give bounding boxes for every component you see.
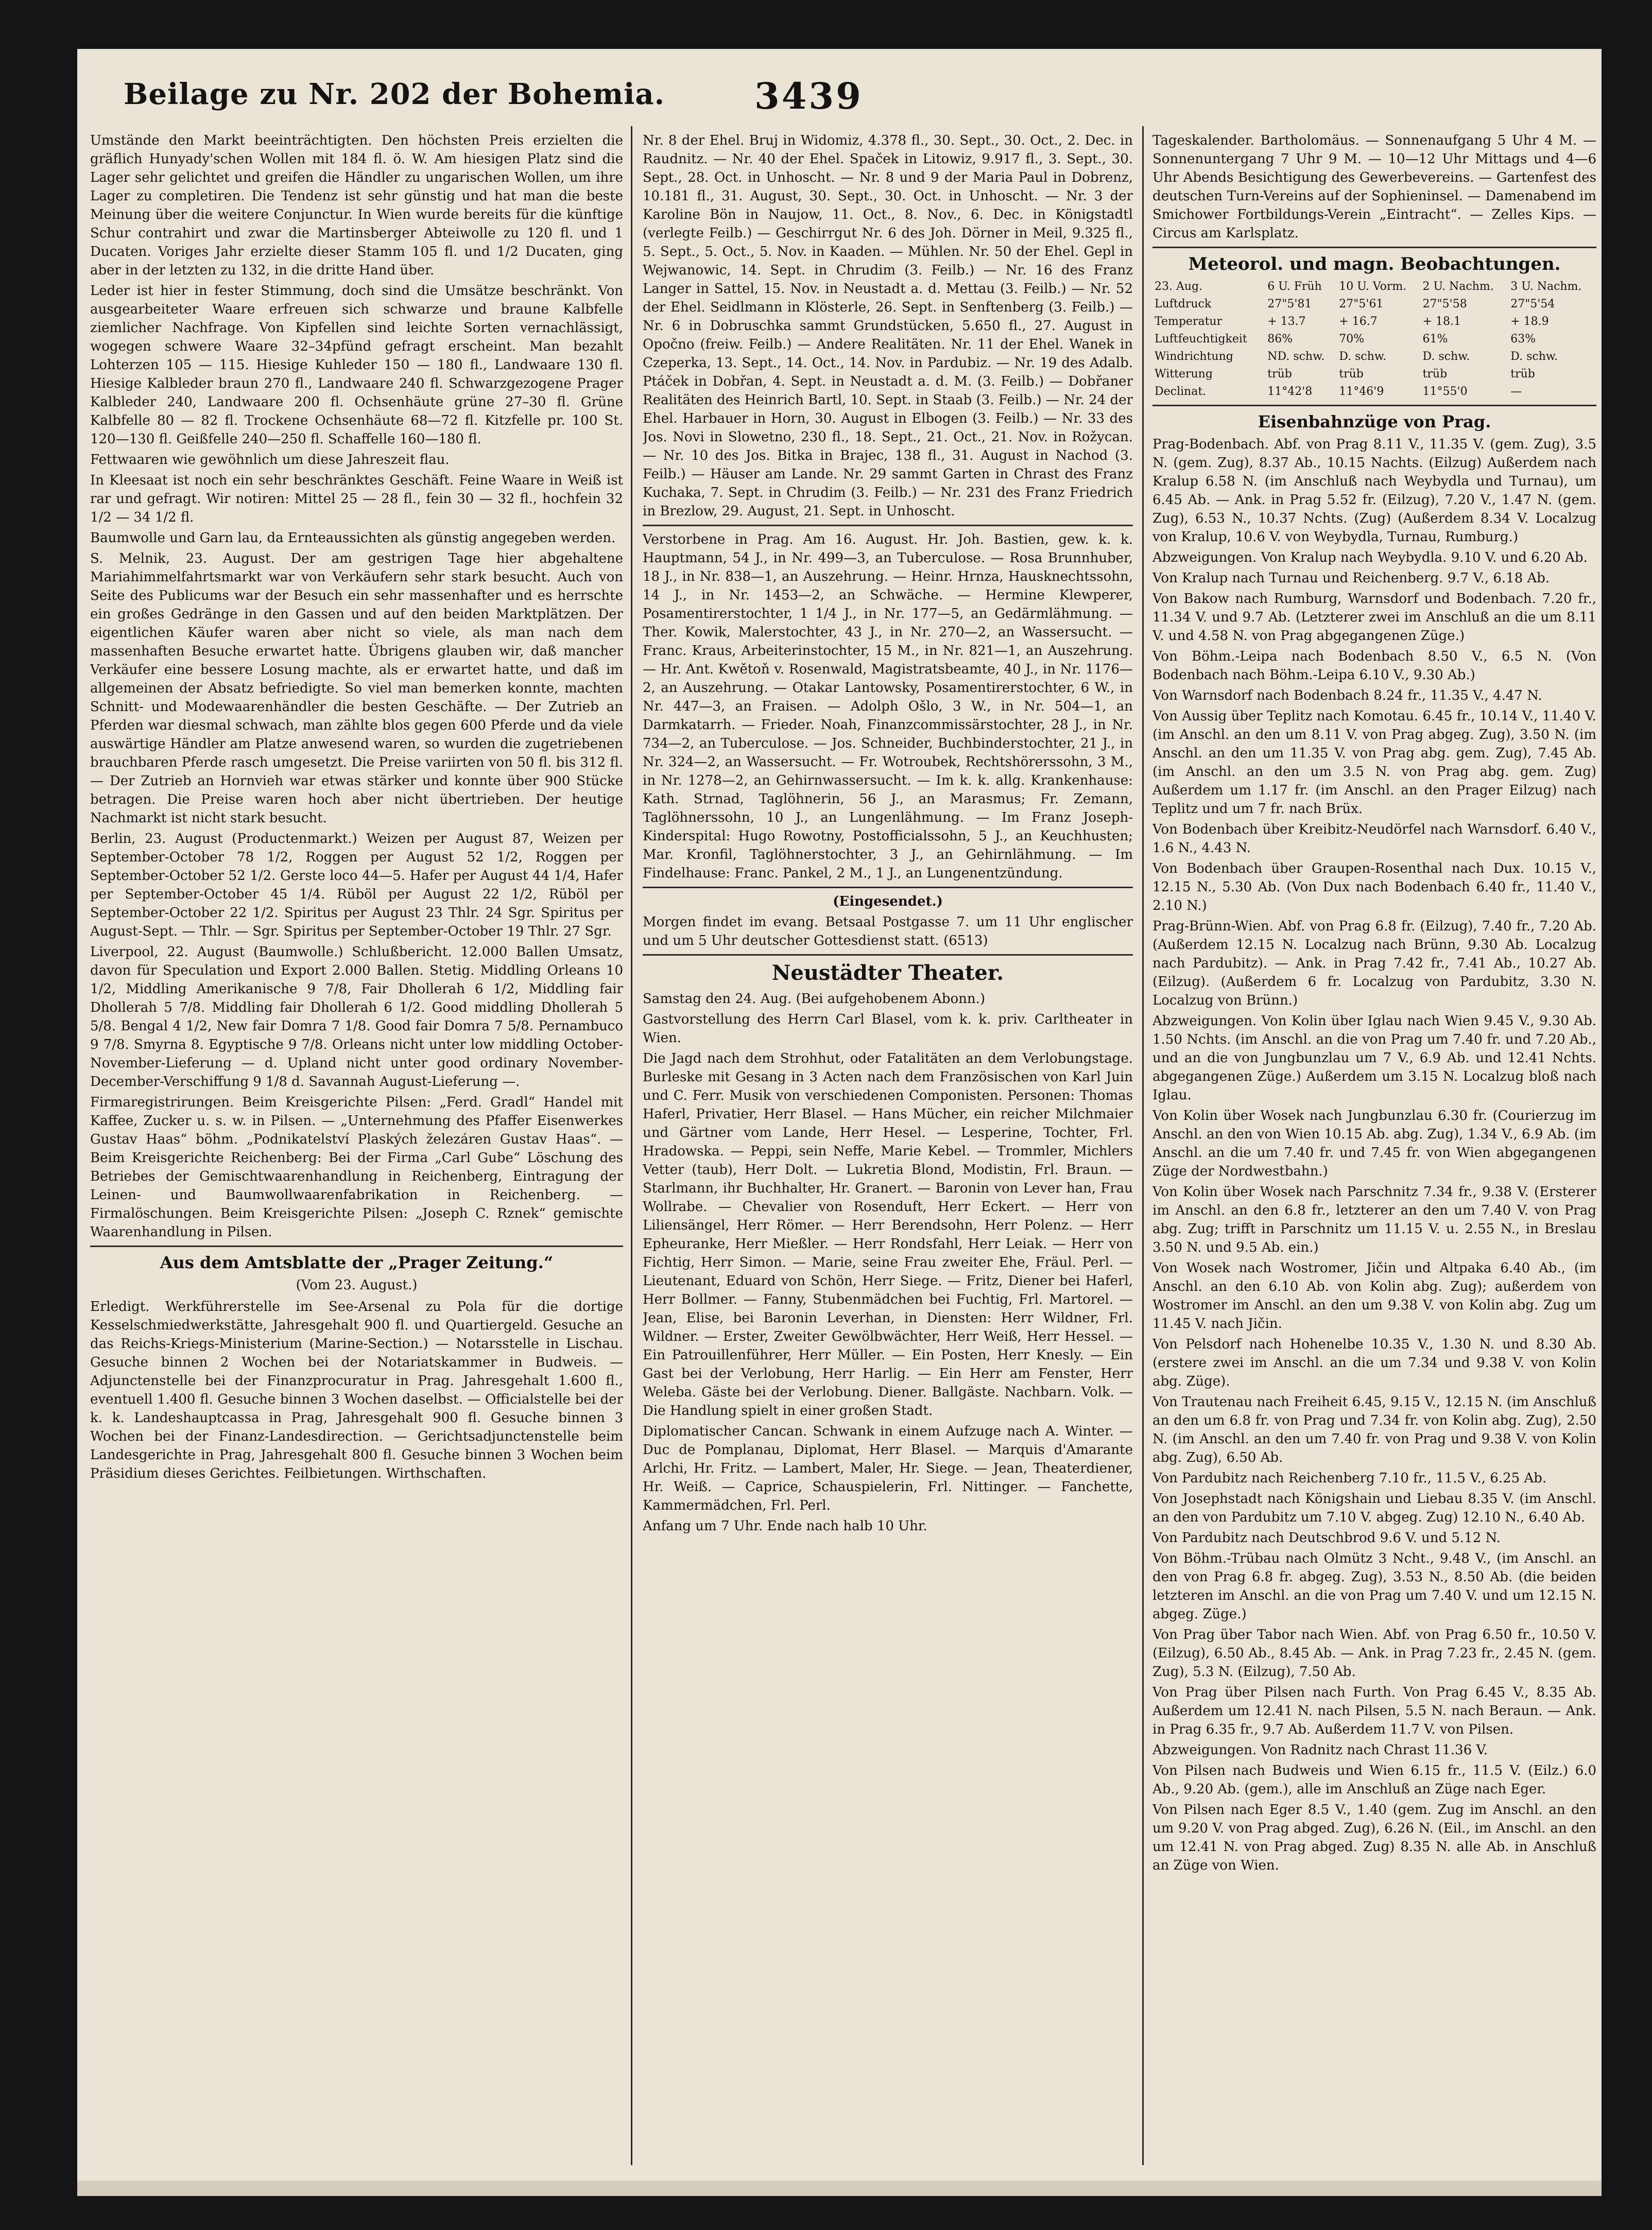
rail-entry: Von Kralup nach Turnau und Reichenberg. 9.7 V., 6.18 Ab. xyxy=(1152,571,1550,586)
page-number: 3439 xyxy=(754,75,863,117)
rail-entry: Von Prag über Pilsen nach Furth. Von Prag 6.45 V., 8.35 Ab. Außerdem um 12.41 N. nach Pilsen, 5.5 N. nach Beraun. — Ank. in Prag 6.35 fr., 9.7 Ab. Außerdem 11.7 V. von Pilsen. xyxy=(1152,1685,1596,1737)
column-1 xyxy=(90,131,623,2170)
berlin-produce-report: Berlin, 23. August (Productenmarkt.) Weizen per August 87, Weizen per September-October 78 1/2, Roggen per August 52 1/2, Roggen per September-October 52 1/2. Gerste loco 44—5. Hafer per August 44 1/4, Hafer per September-October 45 1/4. Rüböl per August 22 1/2, Rüböl per September-October 22 1/2. Spiritus per August 23 Thlr. 24 Sgr. Spiritus per August-Sept. — Thlr. — Sgr. Spiritus per September-October 19 Thlr. 27 Sgr. xyxy=(90,831,623,939)
rail-entry: Von Prag über Tabor nach Wien. Abf. von Prag 6.50 fr., 10.50 V. (Eilzug), 6.50 Ab., 8.45 Ab. — Ank. in Prag 7.23 fr., 2.45 N. (gem. Zug), 5.3 N. (Eilzug), 7.50 Ab. xyxy=(1152,1627,1596,1680)
meteo-label: Windrichtung xyxy=(1155,350,1233,363)
deaths-in-prague: Verstorbene in Prag. Am 16. August. Hr. Joh. Bastien, gew. k. k. Hauptmann, 54 J., in Nr. 499—3, an Tuberculose. — Rosa Brunnhuber, 18 J., in Nr. 838—1, an Auszehrung. — Heinr. Hrnza, Hausknechtssohn, 14 J., in Nr. 1453—2, an Schwäche. — Hermine Klewperer, Posamentirerstochter, 1 1/4 J., in Nr. 177—5, an Gedärmlähmung. — Ther. Kowik, Malerstochter, 43 J., in Nr. 270—2, an Wassersucht. — Franc. Kraus, Arbeiterinstochter, 15 M., in Nr. 821—1, an Auszehrung. — Hr. Ant. Kwětoň v. Rosenwald, Magistratsbeamte, 40 J., in Nr. 1176—2, an Auszehrung. — Otakar Lantowsky, Posamentirerstochter, 6 W., in Nr. 447—3, an Fraisen. — Adolph Ošlo, 3 W., in Nr. 504—1, an Darmkatarrh. — Frieder. Noah, Finanzcommissärstochter, 28 J., in Nr. 734—2, an Tuberculose. — Jos. Schneider, Buchbinderstochter, 21 J., in Nr. 324—2, an Wassersucht. — Fr. Wotroubek, Rechtshörerssohn, 3 M., in Nr. 1278—2, an Gehirnwassersucht. — Im k. k. allg. Krankenhause: Kath. Strnad, Taglöhnerin, 56 J., an Marasmus; Fr. Zemann, Taglöhnerssohn, 10 J., an Lungenlähmung. — Im Franz Joseph-Kinderspital: Hugo Rowotny, Postofficialssohn, 5 J., an Keuchhusten; Mar. Kronfil, Taglöhnerstochter, 3 J., an Gehirnlähmung. — Im Findelhause: Franc. Pankel, 2 M., 1 J., an Lungenentzündung. xyxy=(643,532,1133,881)
rail-entry: Von Pilsen nach Eger 8.5 V., 1.40 (gem. Zug im Anschl. an den um 9.20 V. von Prag abged. Zug), 6.26 N. (Eil., im Anschl. an den um 12.41 N. von Prag abged. Zug) 8.35 N. alle Ab. in Anschluß an Züge von Wien. xyxy=(1152,1802,1596,1873)
meteo-heading: Meteorol. und magn. Beobachtungen. xyxy=(1188,254,1561,274)
liverpool-cotton-report: Liverpool, 22. August (Baumwolle.) Schlußbericht. 12.000 Ballen Umsatz, davon für Speculation und Export 2.000 Ballen. Stetig. Middling Orleans 10 1/2, Middling Amerikanische 9 7/8, Fair Dhollerah 6 1/2, Middling fair Dhollerah 5 7/8. Middling fair Dhollerah 6 1/2. Good middling Dhollerah 5 5/8. Bengal 4 1/2, New fair Domra 7 1/8. Good fair Domra 7 5/8. Pernambuco 9 7/8. Smyrna 8. Egyptische 9 7/8. Orleans nicht unter low middling October-November-Lieferung — d. Upland nicht unter good ordinary November-December-Verschiffung 9 1/8 d. Savannah August-Lieferung —. xyxy=(90,944,623,1090)
meteo-value: 11°46'9 xyxy=(1339,385,1384,398)
column-rule-left xyxy=(631,126,632,2165)
meteo-value: trüb xyxy=(1422,368,1448,381)
rail-entry: Von Böhm.-Leipa nach Bodenbach 8.50 V., 6.5 N. (Von Bodenbach nach Böhm.-Leipa 6.10 V., 9.30 Ab.) xyxy=(1152,649,1596,683)
meteo-col-2pm: 2 U. Nachm. xyxy=(1422,280,1494,293)
column-2 xyxy=(643,131,1133,2170)
rail-entry: Von Wosek nach Wostromer, Jičin und Altpaka 6.40 Ab., (im Anschl. an den 6.10 Ab. von Kolin abg. Zug); außerdem von Wostromer im Anschl. an den um 9.38 V. von Kolin abg. Zug um 11.45 V. nach Jičin. xyxy=(1152,1260,1596,1332)
submitted-notice-text: Morgen findet im evang. Betsaal Postgasse 7. um 11 Uhr englischer und um 5 Uhr deutscher Gottesdienst statt. (6513) xyxy=(643,914,1133,948)
rail-entry: Von Pelsdorf nach Hohenelbe 10.35 V., 1.30 N. und 8.30 Ab. (erstere zwei im Anschl. an die um 7.34 und 9.38 V. von Kolin abg. Züge). xyxy=(1152,1337,1596,1389)
rail-entry: Von Trautenau nach Freiheit 6.45, 9.15 V., 12.15 N. (im Anschluß an den um 6.8 fr. von Prag und 7.34 fr. von Kolin abg. Zug), 2.50 N. (im Anschl. an den um 7.40 fr. von Prag und 9.38 V. von Kolin abg. Zug), 6.50 Ab. xyxy=(1152,1394,1596,1465)
submitted-notice-title: (Eingesendet.) xyxy=(833,894,943,909)
official-vacancies: Erledigt. Werkführerstelle im See-Arsenal zu Pola für die dortige Kesselschmiedwerkstätte, Jahresgehalt 900 fl. und Quartiergeld. Gesuche an das Reichs-Kriegs-Ministerium (Marine-Section.) — Notarsstelle in Lischau. Gesuche binnen 2 Wochen bei der Notariatskammer in Budweis. — Adjunctenstelle bei der Finanzprocuratur in Prag. Jahresgehalt 1.600 fl., eventuell 1.400 fl. Gesuche binnen 3 Wochen daselbst. — Officialstelle bei der k. k. Landeshauptcassa in Prag, Jahresgehalt 900 fl. Gesuche binnen 3 Wochen bei der Finanz-Landesdirection. — Gerichtsadjunctenstelle beim Landesgerichte in Prag, Jahresgehalt 800 fl. Gesuche binnen 3 Wochen beim Präsidium dieses Gerichtes. Feilbietungen. Wirthschaften. xyxy=(90,1299,623,1481)
wool-market-report: Umstände den Markt beeinträchtigten. Den höchsten Preis erzielten die gräflich Hunyady'schen Wollen mit 184 fl. ö. W. Am hiesigen Platz sind die Lager sehr gelichtet und greifen die Händler zu ungarischen Wollen, um ihre Lager zu completiren. Die Tendenz ist sehr günstig und hat man die beste Meinung über die weitere Conjunctur. In Wien wurde bereits für die künftige Schur contrahirt und zwar die Martinsberger Abteiwolle zu 120 fl. und 1 Ducaten. Voriges Jahr erzielte dieser Stamm 105 fl. und 1/2 Ducaten, ging aber in der letzten zu 132, in die dritte Hand über. xyxy=(90,133,623,278)
melnik-market-report: S. Melnik, 23. August. Der am gestrigen Tage hier abgehaltene Mariahimmelfahrtsmarkt war von Verkäufern sehr stark besucht. Auch von Seite des Publicums war der Besuch ein sehr massenhafter und es herrschte ein großes Gedränge in den Gassen und auf den beiden Marktplätzen. Der eigentlichen Käufer waren aber nicht so viele, als man nach dem massenhaften Besuche erwartet hatte. Übrigens glauben wir, daß mancher Verkäufer eine bessere Losung machte, als er erwartet hatte, und daß im allgemeinen der Absatz befriedigte. So viel man bemerken konnte, machten Schnitt- und Modewaarenhändler die besten Geschäfte. — Der Zutrieb an Pferden war diesmal schwach, man zählte blos gegen 600 Pferde und da viele auswärtige Händler am Platze anwesend waren, so wurden die zugetriebenen brauchbaren Pferde rasch umgesetzt. Die Preise variirten von 50 fl. bis 312 fl. — Der Zutrieb an Hornvieh war etwas stärker und konnte über 900 Stücke betragen. Die Preise waren hoch aber nicht übertrieben. Der heutige Nachmarkt ist nicht stark besucht. xyxy=(90,551,623,826)
meteo-label: Witterung xyxy=(1155,368,1213,381)
section-divider xyxy=(643,954,1133,956)
meteo-value: 63% xyxy=(1510,333,1536,345)
meteo-value: — xyxy=(1510,385,1522,398)
rail-entry: Von Bodenbach über Kreibitz-Neudörfel nach Warnsdorf. 6.40 V., 1.6 N., 4.43 N. xyxy=(1152,822,1596,856)
rail-entry: Von Böhm.-Trübau nach Olmütz 3 Ncht., 9.48 V., (im Anschl. an den von Prag 6.8 fr. abgeg. Zug), 3.53 N., 8.50 Ab. (die beiden letzteren im Anschl. an die von Prag um 7.40 V. und um 12.15 N. abgeg. Züge.) xyxy=(1152,1551,1596,1622)
theater-guest: Gastvorstellung des Herrn Carl Blasel, vom k. k. priv. Carltheater in Wien. xyxy=(643,1012,1133,1046)
meteo-value: 86% xyxy=(1267,333,1293,345)
meteo-value: trüb xyxy=(1339,368,1364,381)
meteo-col-6am: 6 U. Früh xyxy=(1267,280,1322,293)
meteo-label: Temperatur xyxy=(1155,315,1223,328)
meteo-row xyxy=(1152,331,1596,348)
rail-entry: Von Aussig über Teplitz nach Komotau. 6.45 fr., 10.14 V., 11.40 V. (im Anschl. an den um 8.11 V. von Prag abgeg. Zug), 3.50 N. (im Anschl. an den um 11.35 V. von Prag abg. gem. Zug), 7.45 Ab. (im Anschl. an den um 3.5 N. von Prag abg. gem. Zug) Außerdem um 1.17 fr. (im Anschl. an den Prager Eilzug) nach Teplitz und um 7 fr. nach Brüx. xyxy=(1152,708,1596,817)
meteo-value: trüb xyxy=(1510,368,1535,381)
meteo-header-row xyxy=(1152,278,1596,296)
theater-heading: Neustädter Theater. xyxy=(771,961,1004,985)
rail-entry: Prag-Brünn-Wien. Abf. von Prag 6.8 fr. (Eilzug), 7.40 fr., 7.20 Ab. (Außerdem 12.15 N. Localzug nach Brünn, 9.30 Ab. Localzug nach Pardubitz). — Ank. in Prag 7.42 fr., 7.41 Ab., 10.27 Ab. (Eilzug). (Außerdem 6 fr. Localzug von Pardubitz, 3.30 N. Localzug von Brünn.) xyxy=(1152,919,1596,1008)
cotton-yarn-report: Baumwolle und Garn lau, da Ernteaussichten als günstig angegeben werden. xyxy=(90,530,616,546)
supplement-title: Beilage zu Nr. 202 der Bohemia. xyxy=(124,77,665,111)
meteo-row xyxy=(1152,366,1596,383)
section-divider xyxy=(90,1246,623,1247)
amtsblatt-date: (Vom 23. August.) xyxy=(296,1277,418,1293)
meteo-value: + 18.9 xyxy=(1510,315,1549,328)
rail-entry: Von Bakow nach Rumburg, Warnsdorf und Bodenbach. 7.20 fr., 11.34 V. und 9.7 Ab. (Letzterer zwei im Anschluß an die um 8.11 V. und 4.58 N. von Prag abgegangenen Züge.) xyxy=(1152,591,1596,644)
meteo-row xyxy=(1152,296,1596,313)
meteo-row xyxy=(1152,383,1596,401)
meteo-value: 27"5'81 xyxy=(1267,298,1312,310)
meteo-value: 27"5'61 xyxy=(1339,298,1384,310)
amtsblatt-heading: Aus dem Amtsblatte der „Prager Zeitung.“ xyxy=(160,1253,554,1272)
rail-entry: Abzweigungen. Von Kolin über Iglau nach Wien 9.45 V., 9.30 Ab. 1.50 Nchts. (im Anschl. an die von Prag um 7.40 fr. und 7.20 Ab., und an die von Jungbunzlau um 7 V., 6.9 Ab. und 12.41 Nchts. abgegangenen Züge.) Außerdem um 3.15 N. Localzug bloß nach Iglau. xyxy=(1152,1013,1596,1103)
meteo-value: D. schw. xyxy=(1422,350,1470,363)
meteo-label: Declinat. xyxy=(1155,385,1207,398)
meteo-col-3pm: 3 U. Nachm. xyxy=(1510,280,1582,293)
section-divider xyxy=(643,887,1133,888)
meteo-table xyxy=(1152,278,1596,401)
section-divider xyxy=(1152,405,1596,406)
meteo-label: Luftfeuchtigkeit xyxy=(1155,333,1247,345)
rail-entry: Von Warnsdorf nach Bodenbach 8.24 fr., 11.35 V., 4.47 N. xyxy=(1152,688,1542,703)
page-bottom-band xyxy=(77,2181,1602,2196)
page-header xyxy=(77,67,1602,129)
auction-listings: Nr. 8 der Ehel. Bruj in Widomiz, 4.378 fl., 30. Sept., 30. Oct., 2. Dec. in Raudnitz. — Nr. 40 der Ehel. Spaček in Litowiz, 9.917 fl., 3. Sept., 30. Sept., 28. Oct. in Unhoscht. — Nr. 8 und 9 der Maria Paul in Dobrenz, 10.181 fl., 31. August, 30. Sept., 30. Oct. in Unhoscht. — Nr. 3 der Karoline Bön in Naujow, 11. Oct., 8. Nov., 6. Dec. in Königstadtl (verlegte Feilb.) — Geschirrgut Nr. 6 des Joh. Dörner in Meil, 9.325 fl., 5. Sept., 5. Oct., 5. Nov. in Kaaden. — Mühlen. Nr. 50 der Ehel. Gepl in Wejwanowic, 14. Sept. in Chrudim (3. Feilb.) — Nr. 16 des Franz Langer in Sattel, 15. Nov. in Neustadt a. d. Mettau (3. Feilb.) — Nr. 52 der Ehel. Seidlmann in Klösterle, 26. Sept. in Senftenberg (3. Feilb.) — Nr. 6 in Dobruschka sammt Grundstücken, 5.650 fl., 27. August in Opočno (freiw. Feilb.) — Andere Realitäten. Nr. 11 der Ehel. Wanek in Czeperka, 13. Sept., 14. Oct., 14. Nov. in Pardubiz. — Nr. 19 des Adalb. Ptáček in Dobřan, 4. Sept. in Neustadt a. d. M. (3. Feilb.) — Dobřaner Realitäten des Heinrich Bartl, 10. Sept. in Staab (3. Feilb.) — Nr. 24 der Ehel. Harbauer in Horn, 30. August in Elbogen (3. Feilb.) — Nr. 33 des Jos. Novi in Slowetno, 230 fl., 18. Sept., 21. Oct., 21. Nov. in Rožycan. — Nr. 10 des Jos. Bitka in Brajec, 138 fl., 31. August in Nachod (3. Feilb.) — Häuser am Lande. Nr. 29 sammt Garten in Chrast des Franz Kuchaka, 7. Sept. in Chrudim (3. Feilb.) — Nr. 231 des Franz Friedrich in Brezlow, 29. August, 21. Sept. in Unhoscht. xyxy=(643,133,1133,519)
meteo-value: trüb xyxy=(1267,368,1292,381)
rail-entry: Abzweigungen. Von Kralup nach Weybydla. 9.10 V. und 6.20 Ab. xyxy=(1152,550,1588,565)
meteo-value: 27"5'58 xyxy=(1422,298,1467,310)
theater-times: Anfang um 7 Uhr. Ende nach halb 10 Uhr. xyxy=(643,1518,927,1534)
theater-date: Samstag den 24. Aug. (Bei aufgehobenem Abonn.) xyxy=(643,991,986,1007)
clover-seed-report: In Kleesaat ist noch ein sehr beschränktes Geschäft. Feine Waare in Weiß ist rar und gefragt. Wir notiren: Mittel 25 — 28 fl., fein 30 — 32 fl., hochfein 32 1/2 — 34 1/2 fl. xyxy=(90,473,623,525)
meteo-row xyxy=(1152,313,1596,331)
rail-entry: Von Pardubitz nach Deutschbrod 9.6 V. und 5.12 N. xyxy=(1152,1530,1501,1546)
column-3 xyxy=(1152,131,1596,2170)
rail-entry: Von Kolin über Wosek nach Parschnitz 7.34 fr., 9.38 V. (Ersterer im Anschl. an den 6.8 fr., letzterer an den um 7.40 V. von Prag abg. Zug; trifft in Parschnitz um 11.15 V. u. 2.55 N., in Breslau 3.50 N. und 9.5 Ab. ein.) xyxy=(1152,1184,1596,1255)
fat-goods-report: Fettwaaren wie gewöhnlich um diese Jahreszeit flau. xyxy=(90,452,450,468)
company-registrations: Firmaregistrirungen. Beim Kreisgerichte Pilsen: „Ferd. Gradl“ Handel mit Kaffee, Zucker u. s. w. in Pilsen. — „Unternehmung des Pfaffer Eisenwerkes Gustav Haas“ böhm. „Podnikatelství Plaských železáren Gustav Haas“. — Beim Kreisgerichte Reichenberg: Bei der Firma „Carl Gube“ Löschung des Betriebes der Gemischtwaarenhandlung in Reichenberg, Eintragung der Leinen- und Baumwollwaarenfabrikation in Reichenberg. — Firmalöschungen. Beim Kreisgerichte Pilsen: „Joseph C. Rznek“ gemischte Waarenhandlung in Pilsen. xyxy=(90,1095,623,1240)
rail-entry: Von Bodenbach über Graupen-Rosenthal nach Dux. 10.15 V., 12.15 N., 5.30 Ab. (Von Dux nach Bodenbach 6.40 fr., 11.40 V., 2.10 N.) xyxy=(1152,861,1596,913)
meteo-label: Luftdruck xyxy=(1155,298,1212,310)
rail-entry: Von Kolin über Wosek nach Jungbunzlau 6.30 fr. (Courierzug im Anschl. an den von Wien 10.15 Ab. abg. Zug), 1.34 V., 6.9 Ab. (im Anschl. an die um 7.40 fr. und 7.45 fr. von Wien abgegangenen Züge der Nordwestbahn.) xyxy=(1152,1108,1596,1179)
meteo-value: 70% xyxy=(1339,333,1365,345)
meteo-value: D. schw. xyxy=(1510,350,1558,363)
leather-market-report: Leder ist hier in fester Stimmung, doch sind die Umsätze beschränkt. Von ausgearbeiteter Waare erfreuen sich schwarze und braune Kalbfelle ziemlicher Nachfrage. Von Kipfellen sind leichte Sorten vernachlässigt, wogegen schwere Waare 32–34pfünd gefragt erscheint. Man bezahlt Lohterzen 105 — 115. Hiesige Kuhleder 150 — 180 fl., Landwaare 130 fl. Hiesige Kalbleder braun 270 fl., Landwaare 240 fl. Schwarzgezogene Prager Kalbleder 240, Landwaare 200 fl. Ochsenhäute grüne 27–30 fl. Grüne Kalbfelle 80 — 82 fl. Trockene Ochsenhäute 68—72 fl. Kitzfelle pr. 100 St. 120—130 fl. Geißfelle 240—250 fl. Schaffelle 160—180 fl. xyxy=(90,283,623,447)
play-cast-2: Diplomatischer Cancan. Schwank in einem Aufzuge nach A. Winter. — Duc de Pomplanau, Diplomat, Herr Blasel. — Marquis d'Amarante Arlchi, Hr. Fritz. — Lambert, Maler, Hr. Siege. — Jean, Theaterdiener, Hr. Weiß. — Caprice, Schauspielerin, Frl. Nittinger. — Fanchette, Kammermädchen, Frl. Perl. xyxy=(643,1424,1133,1513)
meteo-value: 61% xyxy=(1422,333,1448,345)
rail-entry: Von Pardubitz nach Reichenberg 7.10 fr., 11.5 V., 6.25 Ab. xyxy=(1152,1471,1547,1486)
meteo-value: 11°42'8 xyxy=(1267,385,1313,398)
column-rule-right xyxy=(1142,126,1144,2165)
railway-heading: Eisenbahnzüge von Prag. xyxy=(1258,412,1491,431)
daily-calendar: Tageskalender. Bartholomäus. — Sonnenaufgang 5 Uhr 4 M. — Sonnenuntergang 7 Uhr 9 M. — 10—12 Uhr Mittags und 4—6 Uhr Abends Besichtigung des Gewerbevereins. — Gartenfest des deutschen Turn-Vereins auf der Sophieninsel. — Damenabend im Smichower Fortbildungs-Verein „Eintracht“. — Zelles Kips. — Circus am Karlsplatz. xyxy=(1152,133,1596,241)
rail-entry: Von Josephstadt nach Königshain und Liebau 8.35 V. (im Anschl. an den von Pardubitz um 7.10 V. abgeg. Zug) 12.10 N., 6.40 Ab. xyxy=(1152,1491,1596,1525)
rail-entry: Abzweigungen. Von Radnitz nach Chrast 11.36 V. xyxy=(1152,1742,1488,1758)
meteo-value: D. schw. xyxy=(1339,350,1387,363)
meteo-value: + 16.7 xyxy=(1339,315,1378,328)
meteo-col-date: 23. Aug. xyxy=(1155,280,1203,293)
meteo-value: 11°55'0 xyxy=(1422,385,1468,398)
play-cast-1: Die Jagd nach dem Strohhut, oder Fatalitäten an dem Verlobungstage. Burleske mit Gesang in 3 Acten nach dem Französischen von Karl Juin und C. Ferr. Musik von verschiedenen Componisten. Personen: Thomas Haferl, Privatier, Herr Blasel. — Hans Mücher, ein reicher Milchmaier und Gärtner vom Lande, Herr Hesel. — Lesperine, Tochter, Frl. Hradowska. — Peppi, sein Neffe, Marie Kebel. — Trommler, Michlers Vetter (taub), Herr Dolt. — Lukretia Blond, Modistin, Frl. Braun. — Starlmann, ihr Buchhalter, Hr. Granert. — Baronin von Lever han, Frau Wollrabe. — Chevalier von Rosenduft, Herr Eckert. — Herr von Liliensängel, Herr Römer. — Herr Berendsohn, Herr Polenz. — Herr Epheuranke, Herr Mießler. — Herr Rondsfahl, Herr Leiak. — Herr von Fichtig, Herr Simon. — Marie, seine Frau zweiter Ehe, Fräul. Perl. — Lieutenant, Eduard von Schön, Herr Siege. — Fritz, Diener bei Haferl, Herr Bollmer. — Fanny, Stubenmädchen bei Fuchtig, Frl. Martorel. — Jean, Elise, bei Baronin Leverhan, in Diensten: Herr Wildner, Frl. Wildner. — Erster, Zweiter Gewölbwächter, Herr Weiß, Herr Hessel. — Ein Patrouillenführer, Herr Müller. — Ein Posten, Herr Knesly. — Ein Gast bei der Verlobung, Herr Harlig. — Ein Herr am Fenster, Herr Weleba. Gäste bei der Verlobung. Diener. Ballgäste. Nachbarn. Volk. — Die Handlung spielt in einer großen Stadt. xyxy=(643,1051,1133,1419)
rail-entry: Von Pilsen nach Budweis und Wien 6.15 fr., 11.5 V. (Eilz.) 6.0 Ab., 9.20 Ab. (gem.), alle im Anschluß an Züge nach Eger. xyxy=(1152,1763,1596,1797)
meteo-value: + 13.7 xyxy=(1267,315,1306,328)
section-divider xyxy=(643,525,1133,526)
rail-entry: Prag-Bodenbach. Abf. von Prag 8.11 V., 11.35 V. (gem. Zug), 3.5 N. (gem. Zug), 8.37 Ab., 10.15 Nachts. (Eilzug) Außerdem nach Kralup 6.58 N. (im Anschluß nach Weybydla und Turnau), um 6.45 Ab. — Ank. in Prag 5.52 fr. (Eilzug), 7.20 V., 1.47 N. (gem. Zug), 6.53 N., 10.37 Nchts. (Zug) (Außerdem 8.34 V. Localzug von Kralup, 10.6 V. von Weybydla, Turnau, Rumburg.) xyxy=(1152,437,1596,545)
meteo-value: + 18.1 xyxy=(1422,315,1461,328)
newspaper-page xyxy=(77,49,1602,2196)
meteo-row xyxy=(1152,348,1596,366)
section-divider xyxy=(1152,247,1596,248)
meteo-value: 27"5'54 xyxy=(1510,298,1555,310)
meteo-col-10am: 10 U. Vorm. xyxy=(1339,280,1407,293)
meteo-value: ND. schw. xyxy=(1267,350,1325,363)
